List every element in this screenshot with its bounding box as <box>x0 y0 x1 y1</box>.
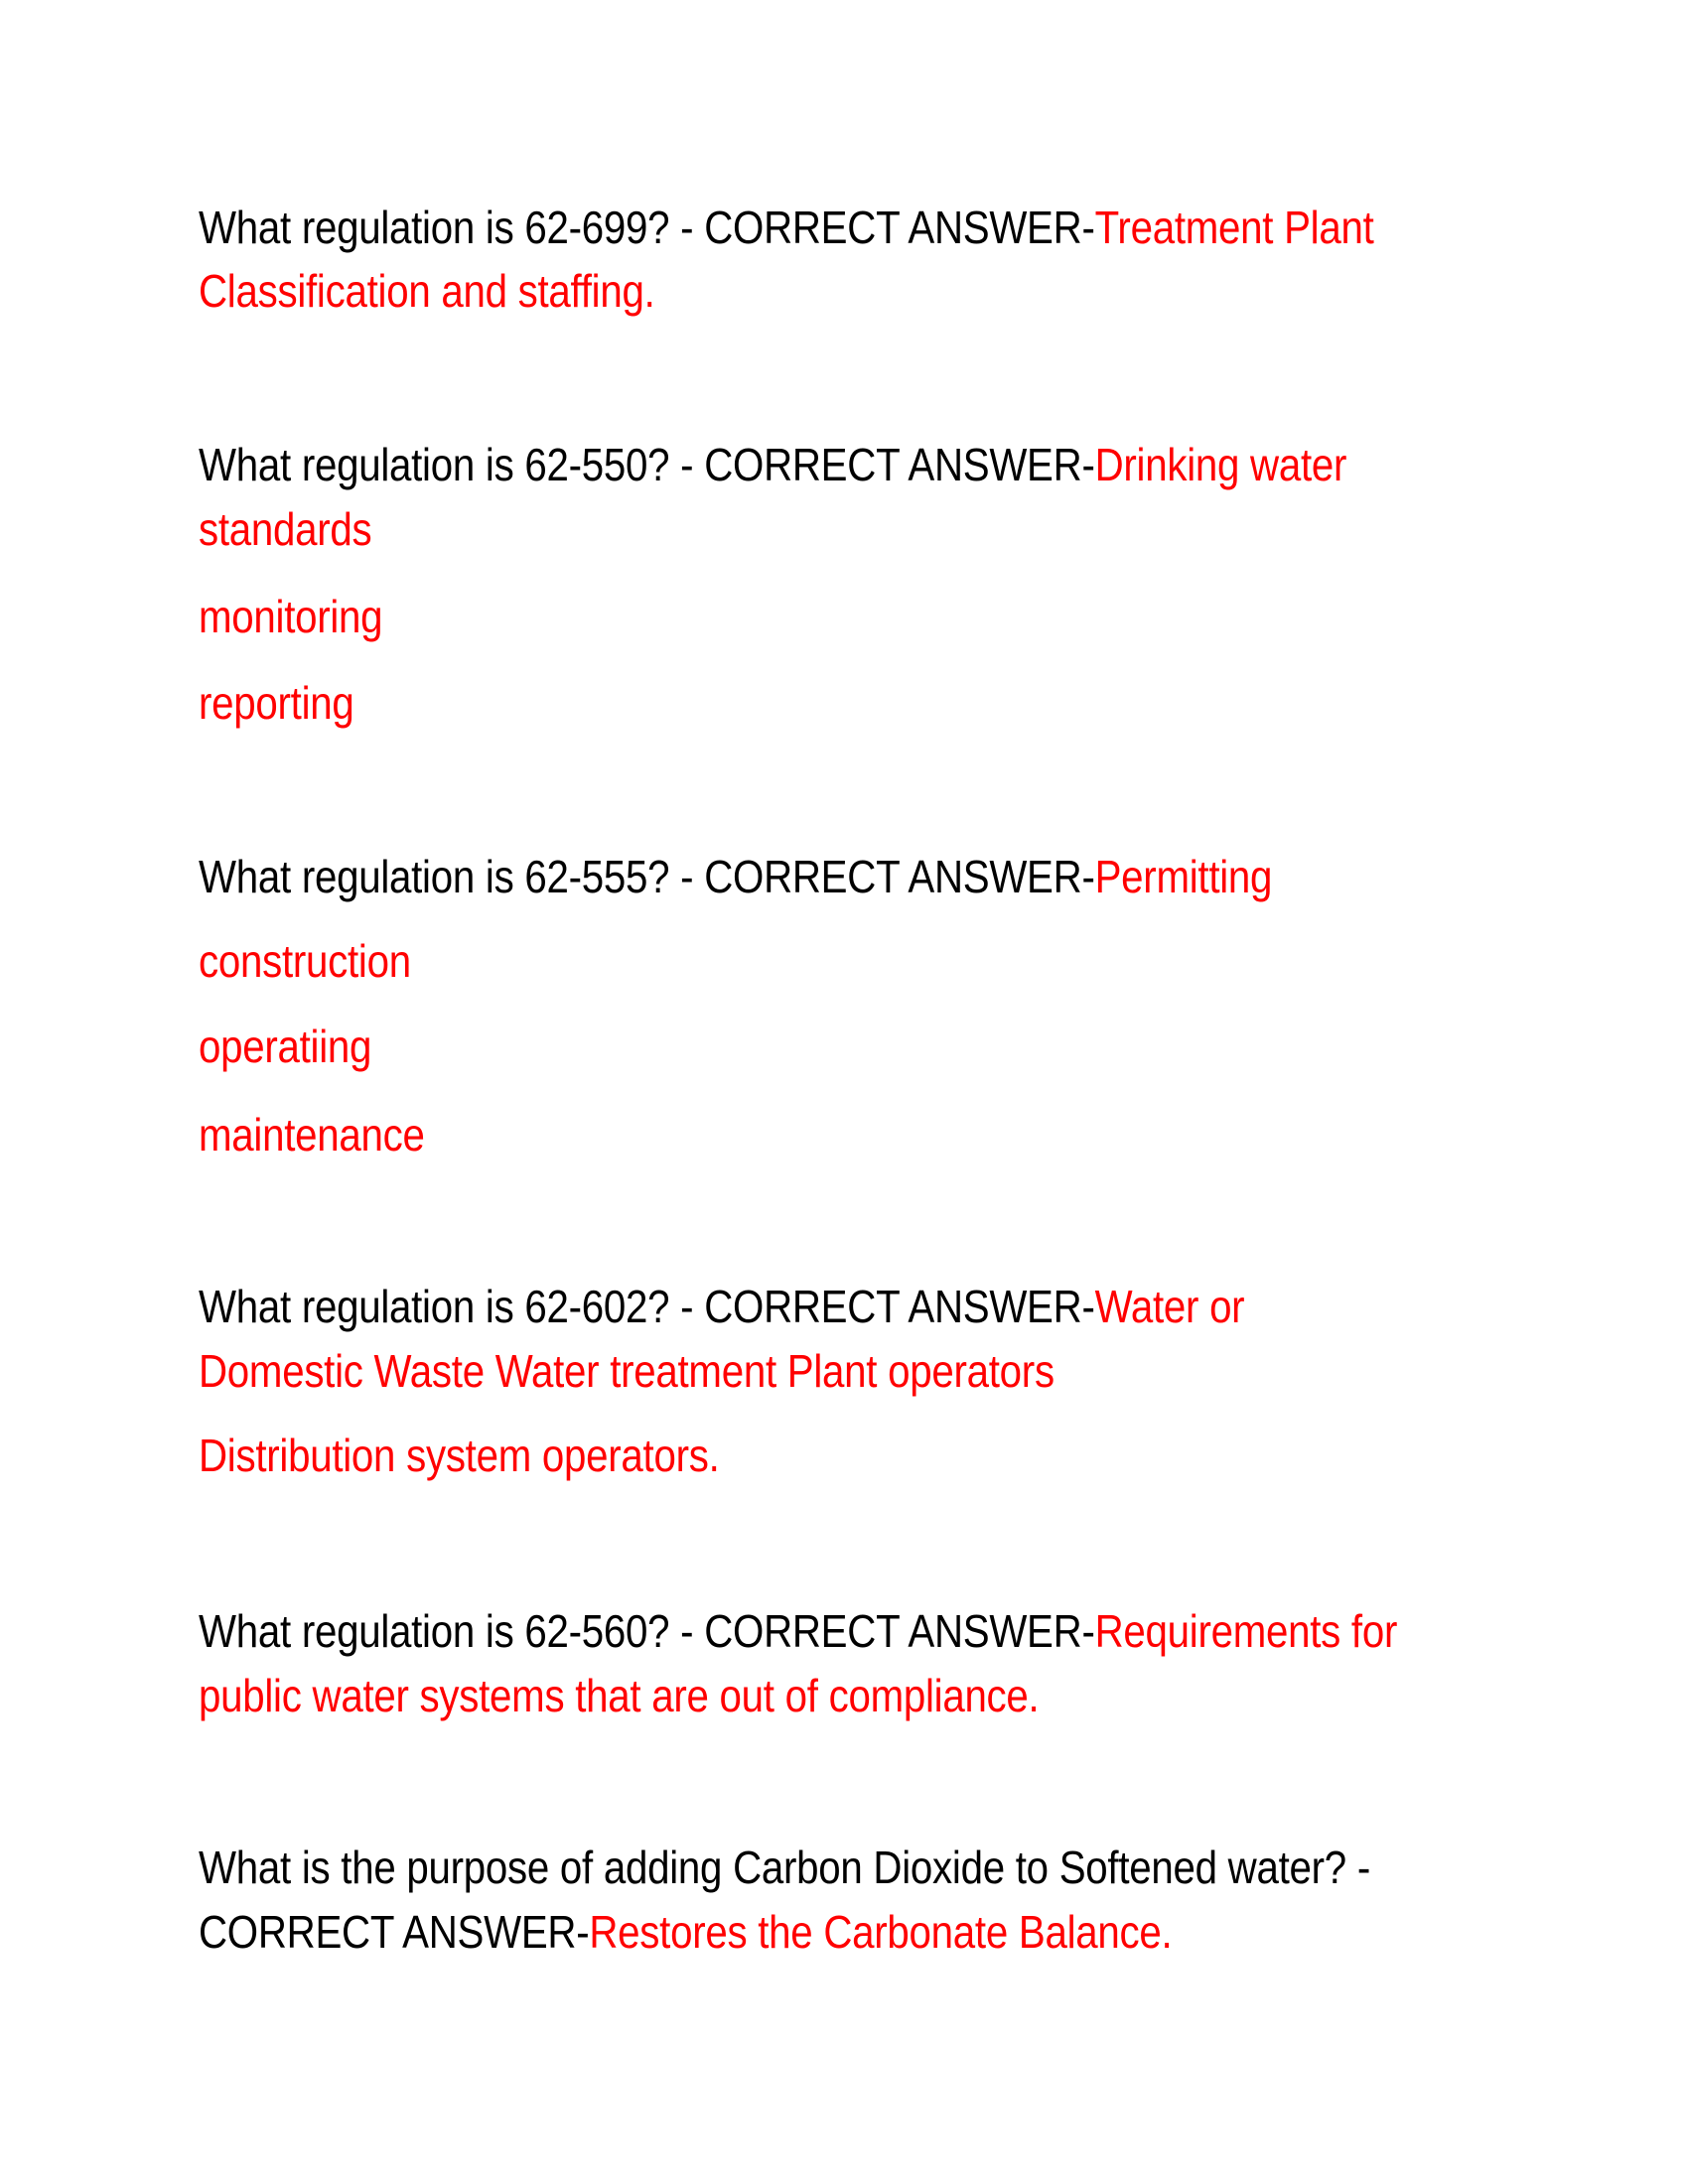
question-text: What regulation is 62-699? <box>199 202 670 253</box>
answer-text: Distribution system operators. <box>199 1430 720 1481</box>
answer-text: monitoring <box>199 591 383 642</box>
qa-line <box>199 1906 1173 1958</box>
correct-answer-label: CORRECT ANSWER- <box>199 1906 590 1958</box>
qa-line <box>199 1281 1245 1332</box>
correct-answer-label: - CORRECT ANSWER- <box>669 1281 1095 1332</box>
answer-text: Requirements for <box>1094 1605 1398 1657</box>
correct-answer-label: - CORRECT ANSWER- <box>669 202 1095 253</box>
answer-text: Drinking water <box>1094 439 1347 490</box>
answer-text: Classification and staffing. <box>199 265 655 317</box>
question-text: What is the purpose of adding Carbon Dioxide to Softened water? - <box>199 1842 1370 1893</box>
answer-text: Domestic Waste Water treatment Plant operators <box>199 1345 1055 1397</box>
qa-line <box>199 1605 1398 1657</box>
answer-text: standards <box>199 503 372 555</box>
qa-line <box>199 851 1273 902</box>
answer-text: public water systems that are out of compliance. <box>199 1670 1040 1721</box>
answer-text: Water or <box>1094 1281 1245 1332</box>
correct-answer-label: - CORRECT ANSWER- <box>669 439 1095 490</box>
question-text: What regulation is 62-602? <box>199 1281 670 1332</box>
answer-text: Permitting <box>1094 851 1273 902</box>
answer-text: operatiing <box>199 1021 372 1072</box>
question-text: What regulation is 62-555? <box>199 851 670 902</box>
qa-line <box>199 439 1347 490</box>
question-text: What regulation is 62-560? <box>199 1605 670 1657</box>
answer-text: Treatment Plant <box>1094 202 1374 253</box>
answer-text: maintenance <box>199 1109 425 1160</box>
answer-text: reporting <box>199 677 354 729</box>
qa-line <box>199 202 1374 253</box>
answer-text: construction <box>199 935 411 987</box>
answer-text: Restores the Carbonate Balance. <box>589 1906 1173 1958</box>
question-text: What regulation is 62-550? <box>199 439 670 490</box>
correct-answer-label: - CORRECT ANSWER- <box>669 851 1095 902</box>
correct-answer-label: - CORRECT ANSWER- <box>669 1605 1095 1657</box>
